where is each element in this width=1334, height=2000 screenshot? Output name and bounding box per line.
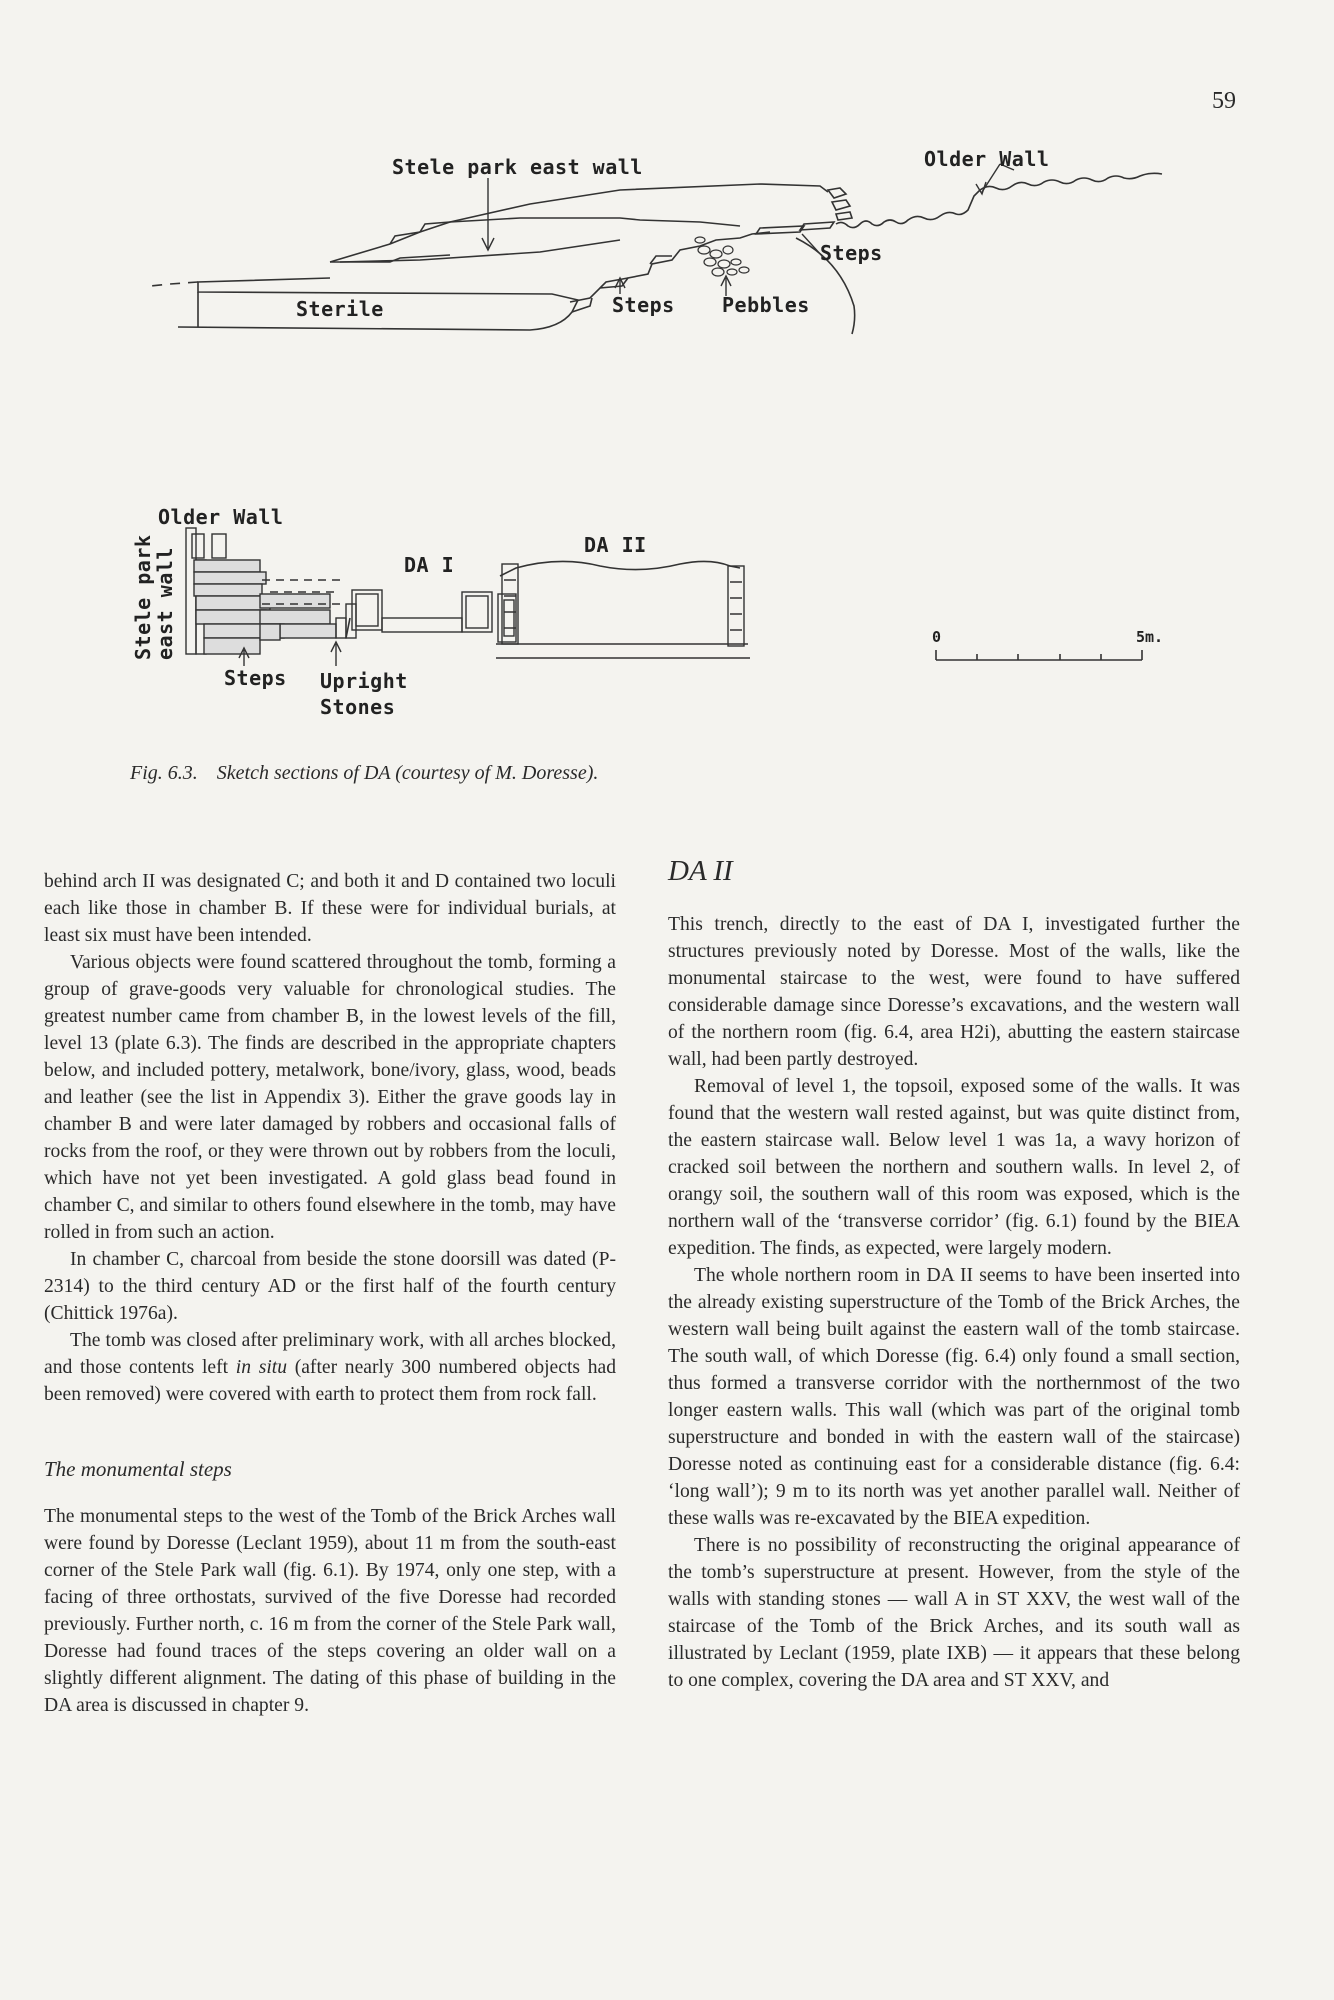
left-paragraph-3: In chamber C, charcoal from beside the stone doorsill was dated (P-2314) to the third century AD or the first half of the fourth century (Chittick 1976a). (44, 1249, 616, 1324)
label-stele-park-line2: east wall (153, 547, 177, 660)
label-da-i: DA I (404, 553, 455, 577)
right-paragraph-4: There is no possibility of reconstructing the original appearance of the tomb’s superstructure at present. However, from the style of the walls with standing stones — wall A in ST XXV, the west wall of the staircase of the Tomb of the Brick Arches, and its south wall as illustrated by Leclant (1959, plate IXB) — it appears that these belong to one complex, covering the DA area and ST XXV, and (668, 1535, 1240, 1691)
p4-before: The tomb was closed after preliminary work, with all arches blocked, and those contents left (44, 1330, 616, 1378)
label-stele-park-line1: Stele park (131, 534, 155, 660)
left-paragraph-4 (44, 1327, 616, 1408)
right-paragraph-3: The whole northern room in DA II seems to have been inserted into the already existing superstructure of the Tomb of the Brick Arches, the western wall being built against the eastern wall of the tomb staircase. The south wall, of which Doresse (fig. 6.4) only found a small section, thus formed a transverse corridor with the northernmost of the two longer eastern walls. This wall (which was part of the original tomb superstructure and bonded in with the eastern wall of the staircase) Doresse noted as continuing east for a considerable distance (fig. 6.4: ‘long wall’); 9 m to its north was yet another parallel wall. Neither of these walls was re-excavated by the BIEA expedition. (668, 1265, 1240, 1529)
figure-caption (130, 762, 598, 785)
label-older-wall-bottom: Older Wall (158, 505, 284, 529)
left-paragraph-5: The monumental steps to the west of the Tomb of the Brick Arches wall were found by Doresse (Leclant 1959), about 11 m from the south-east corner of the Stele Park wall (fig. 6.1). By 1974, only one step, with a facing of three orthostats, survived of the five Doresse had recorded previously. Further north, c. 16 m from the corner of the Stele Park wall, Doresse had found traces of the steps covering an older wall on a slightly different alignment. The dating of this phase of building in the DA area is discussed in chapter 9. (44, 1506, 616, 1716)
scale-end-label: 5m. (1136, 628, 1164, 646)
figure-sketch-sections (0, 0, 1334, 740)
page-number: 59 (1212, 88, 1236, 114)
label-sterile: Sterile (296, 297, 384, 321)
label-pebbles: Pebbles (722, 293, 810, 317)
bottom-section-drawing (186, 528, 1142, 666)
left-paragraph-1: behind arch II was designated C; and both it and D contained two loculi each like those in chamber B. If these were for individual burials, at least six must have been intended. (44, 871, 616, 946)
left-paragraph-2: Various objects were found scattered throughout the tomb, forming a group of grave-goods very valuable for chronological studies. The greatest number came from chamber B, in the lowest levels of the fill, level 13 (plate 6.3). The finds are described in the appropriate chapters below, and included pottery, metalwork, bone/ivory, glass, wood, beads and leather (see the list in Appendix 3). Either the grave goods lay in chamber B and were later damaged by robbers and occasional falls of rocks from the roof, or they were thrown out by robbers from the loculi, which have not yet been investigated. A gold glass bead found in chamber C, and similar to others found elsewhere in the tomb, may have rolled in from such an action. (44, 952, 616, 1243)
right-paragraph-1: This trench, directly to the east of DA I, investigated further the structures previously noted by Doresse. Most of the walls, like the monumental staircase to the west, were found to have suffered considerable damage since Doresse’s excavations, and the western wall of the northern room (fig. 6.4, area H2i), abutting the eastern staircase wall, had been partly destroyed. (668, 914, 1240, 1070)
caption-number: Fig. 6.3. (130, 762, 198, 784)
label-upright-line1: Upright (320, 669, 408, 693)
right-paragraph-2: Removal of level 1, the topsoil, exposed some of the walls. It was found that the western wall rested against, but was quite distinct from, the eastern staircase wall. Below level 1 was 1a, a wavy horizon of cracked soil between the northern and southern walls. In level 2, of orangy soil, the southern wall of this room was exposed, which is the northern wall of the ‘transverse corridor’ (fig. 6.1) found by the BIEA expedition. The finds, as expected, were largely modern. (668, 1076, 1240, 1259)
caption-text: Sketch sections of DA (courtesy of M. Doresse). (216, 762, 599, 784)
section-heading-da-ii: DA II (668, 855, 733, 887)
right-column (668, 855, 1240, 1694)
label-older-wall-top: Older Wall (924, 147, 1050, 171)
label-stele-park-east-wall: Stele park east wall (392, 155, 643, 179)
label-steps-lower: Steps (612, 293, 675, 317)
scale-start-label: 0 (932, 628, 942, 646)
label-da-ii: DA II (584, 533, 647, 557)
p4-after: (after nearly 300 numbered objects had been removed) were covered with earth to protect them from rock fall. (44, 1357, 616, 1405)
p4-in-situ: in situ (235, 1357, 288, 1378)
label-steps-right: Steps (820, 241, 883, 265)
left-column (44, 868, 616, 1719)
label-upright-line2: Stones (320, 695, 396, 719)
section-heading-monumental-steps: The monumental steps (44, 1457, 232, 1481)
label-steps-bottom: Steps (224, 666, 287, 690)
